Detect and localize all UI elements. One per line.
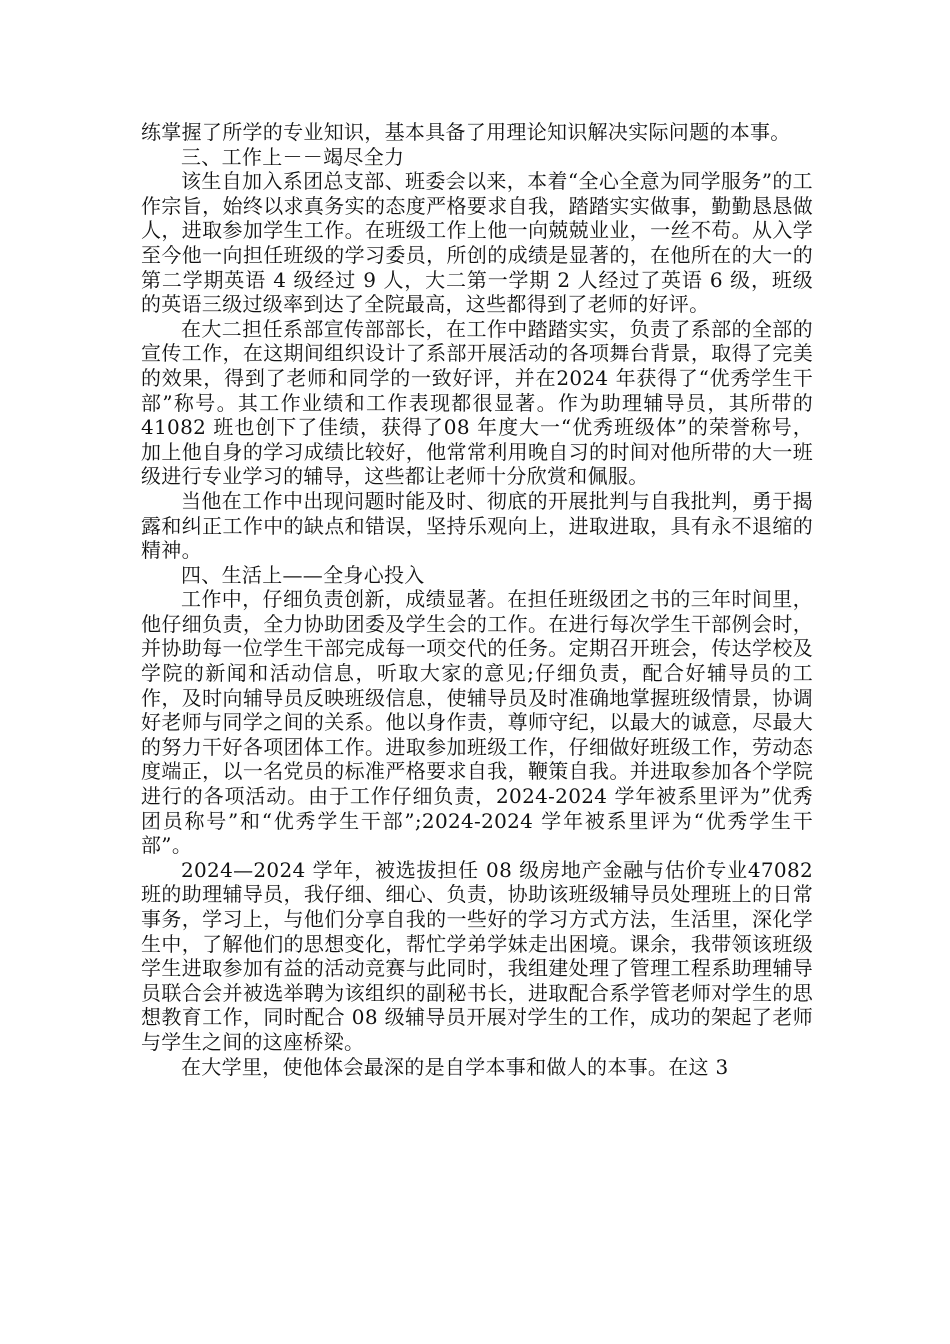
paragraph-self-criticism: 当他在工作中出现问题时能及时、彻底的开展批判与自我批判，勇于揭露和纠正工作中的缺点和错误，坚持乐观向上，进取进取，具有永不退缩的精神。 bbox=[141, 488, 813, 563]
paragraph-continuation: 练掌握了所学的专业知识，基本具备了用理论知识解决实际问题的本事。 bbox=[141, 120, 791, 144]
paragraph-league-secretary: 工作中，仔细负责创新，成绩显著。在担任班级团之书的三年时间里，他仔细负责，全力协助团委及学生会的工作。在进行每次学生干部例会时，并协助每一位学生干部完成每一项交代的任务。定期召开班会，传达学校及学院的新闻和活动信息，听取大家的意见;仔细负责，配合好辅导员的工作，及时向辅导员反映班级信息，使辅导员及时准确地掌握班级情景，协调好老师与同学之间的关系。他以身作责，尊师守纪，以最大的诚意，尽最大的努力干好各项团体工作。进取参加班级工作，仔细做好班级工作，劳动态度端正，以一名党员的标准严格要求自我，鞭策自我。并进取参加各个学院进行的各项活动。由于工作仔细负责，2024-2024 学年被系里评为”优秀团员称号”和“优秀学生干部”;2024-2024 学年被系里评为“优秀学生干部”。 bbox=[141, 587, 813, 858]
section-heading-work: 三、工作上－－竭尽全力 bbox=[181, 144, 405, 169]
section-heading-life: 四、生活上——全身心投入 bbox=[181, 562, 425, 587]
paragraph-work-intro: 该生自加入系团总支部、班委会以来，本着“全心全意为同学服务”的工作宗旨，始终以求真务实的态度严格要求自我，踏踏实实做事，勤勤恳恳做人，进取参加学生工作。在班级工作上他一向兢兢业业，一丝不苟。从入学至今他一向担任班级的学习委员，所创的成绩是显著的，在他所在的大一的第二学期英语 4 级经过 9 人，大二第一学期 2 人经过了英语 6 级，班级的英语三级过级率到达了全院最高，这些都得到了老师的好评。 bbox=[141, 169, 813, 317]
paragraph-university-experience: 在大学里，使他体会最深的是自学本事和做人的本事。在这 3 bbox=[181, 1054, 729, 1079]
paragraph-publicity-role: 在大二担任系部宣传部部长，在工作中踏踏实实，负责了系部的全部的宣传工作，在这期间组织设计了系部开展活动的各项舞台背景，取得了完美的效果，得到了老师和同学的一致好评，并在2024 年获得了“优秀学生干部”称号。其工作业绩和工作表现都很显著。作为助理辅导员，其所带的 41082 班也创下了佳绩，获得了08 年度大一“优秀班级体”的荣誉称号，加上他自身的学习成绩比较好，他常常利用晚自习的时间对他所带的大一班级进行专业学习的辅导，这些都让老师十分欣赏和佩服。 bbox=[141, 316, 813, 489]
document-body bbox=[141, 120, 813, 1079]
paragraph-assistant-counselor: 2024—2024 学年，被选拔担任 08 级房地产金融与估价专业47082 班的助理辅导员，我仔细、细心、负责，协助该班级辅导员处理班上的日常事务，学习上，与他们分享自我的一些好的学习方式方法，生活里，深化学生中，了解他们的思想变化，帮忙学弟学妹走出困境。课余，我带领该班级学生进取参加有益的活动竞赛与此同时，我组建处理了管理工程系助理辅导员联合会并被选举聘为该组织的副秘书长，进取配合系学管老师对学生的思想教育工作，同时配合 08 级辅导员开展对学生的工作，成功的架起了老师与学生之间的这座桥梁。 bbox=[141, 857, 813, 1054]
